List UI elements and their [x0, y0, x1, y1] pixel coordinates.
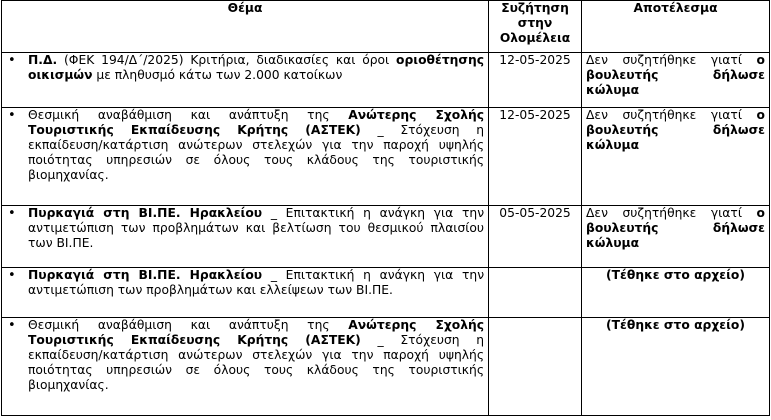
discussion-date: 12-05-2025 [489, 53, 582, 108]
bullet-icon: • [8, 206, 16, 221]
topic-text: Θεσμική αναβάθμιση και ανάπτυξη της Ανώτερης Σχολής Τουριστικής Εκπαίδευσης Κρήτης (ΑΣΤΕΚ) _ Στόχευση η εκπαίδευση/κατάρτιση ανώτερων στελεχών για την παροχή υψηλής ποιότητας υπηρεσιών σε όλους τους κλάδους της τουριστικής βιομηχανίας. [28, 108, 485, 182]
topic-text: Πυρκαγιά στη ΒΙ.ΠΕ. Ηρακλείου _ Επιτακτική η ανάγκη για την αντιμετώπιση των προβλημάτων και ελλείψεων των ΒΙ.ΠΕ. [28, 268, 485, 297]
archived-status: (Τέθηκε στο αρχείο) [582, 268, 770, 318]
result-text: Δεν συζητήθηκε γιατί ο βουλευτής δήλωσε κώλυμα [582, 53, 770, 108]
topic-text: Πυρκαγιά στη ΒΙ.ΠΕ. Ηρακλείου _ Επιτακτική η ανάγκη για την αντιμετώπιση των προβλημάτων και βελτίωση του θεσμικού πλαισίου των ΒΙ.ΠΕ. [28, 206, 485, 250]
table-row [2, 108, 770, 206]
header-result: Αποτέλεσμα [582, 1, 770, 53]
topic-cell [2, 108, 489, 206]
header-topic: Θέμα [2, 1, 489, 53]
table-row [2, 268, 770, 318]
topic-text: Π.Δ. (ΦΕΚ 194/Δ΄/2025) Κριτήρια, διαδικασίες και όροι οριοθέτησης οικισμών με πληθυσμό κάτω των 2.000 κατοίκων [28, 53, 485, 82]
questions-table [1, 0, 770, 416]
table-row [2, 53, 770, 108]
discussion-date [489, 318, 582, 416]
bullet-icon: • [8, 318, 16, 333]
table-header-row [2, 1, 770, 53]
header-discussion: Συζήτηση στην Ολομέλεια [489, 1, 582, 53]
table-row [2, 206, 770, 268]
result-text: Δεν συζητήθηκε γιατί ο βουλευτής δήλωσε κώλυμα [582, 108, 770, 206]
topic-cell [2, 268, 489, 318]
discussion-date [489, 268, 582, 318]
topic-cell [2, 318, 489, 416]
topic-text: Θεσμική αναβάθμιση και ανάπτυξη της Ανώτερης Σχολής Τουριστικής Εκπαίδευσης Κρήτης (ΑΣΤΕΚ) _ Στόχευση η εκπαίδευση/κατάρτιση ανώτερων στελεχών για την παροχή υψηλής ποιότητας υπηρεσιών σε όλους τους κλάδους της τουριστικής βιομηχανίας. [28, 318, 485, 392]
topic-cell [2, 206, 489, 268]
result-text: Δεν συζητήθηκε γιατί ο βουλευτής δήλωσε κώλυμα [582, 206, 770, 268]
bullet-icon: • [8, 53, 16, 68]
topic-cell [2, 53, 489, 108]
archived-status: (Τέθηκε στο αρχείο) [582, 318, 770, 416]
discussion-date: 05-05-2025 [489, 206, 582, 268]
bullet-icon: • [8, 268, 16, 283]
bullet-icon: • [8, 108, 16, 123]
discussion-date: 12-05-2025 [489, 108, 582, 206]
table-row [2, 318, 770, 416]
